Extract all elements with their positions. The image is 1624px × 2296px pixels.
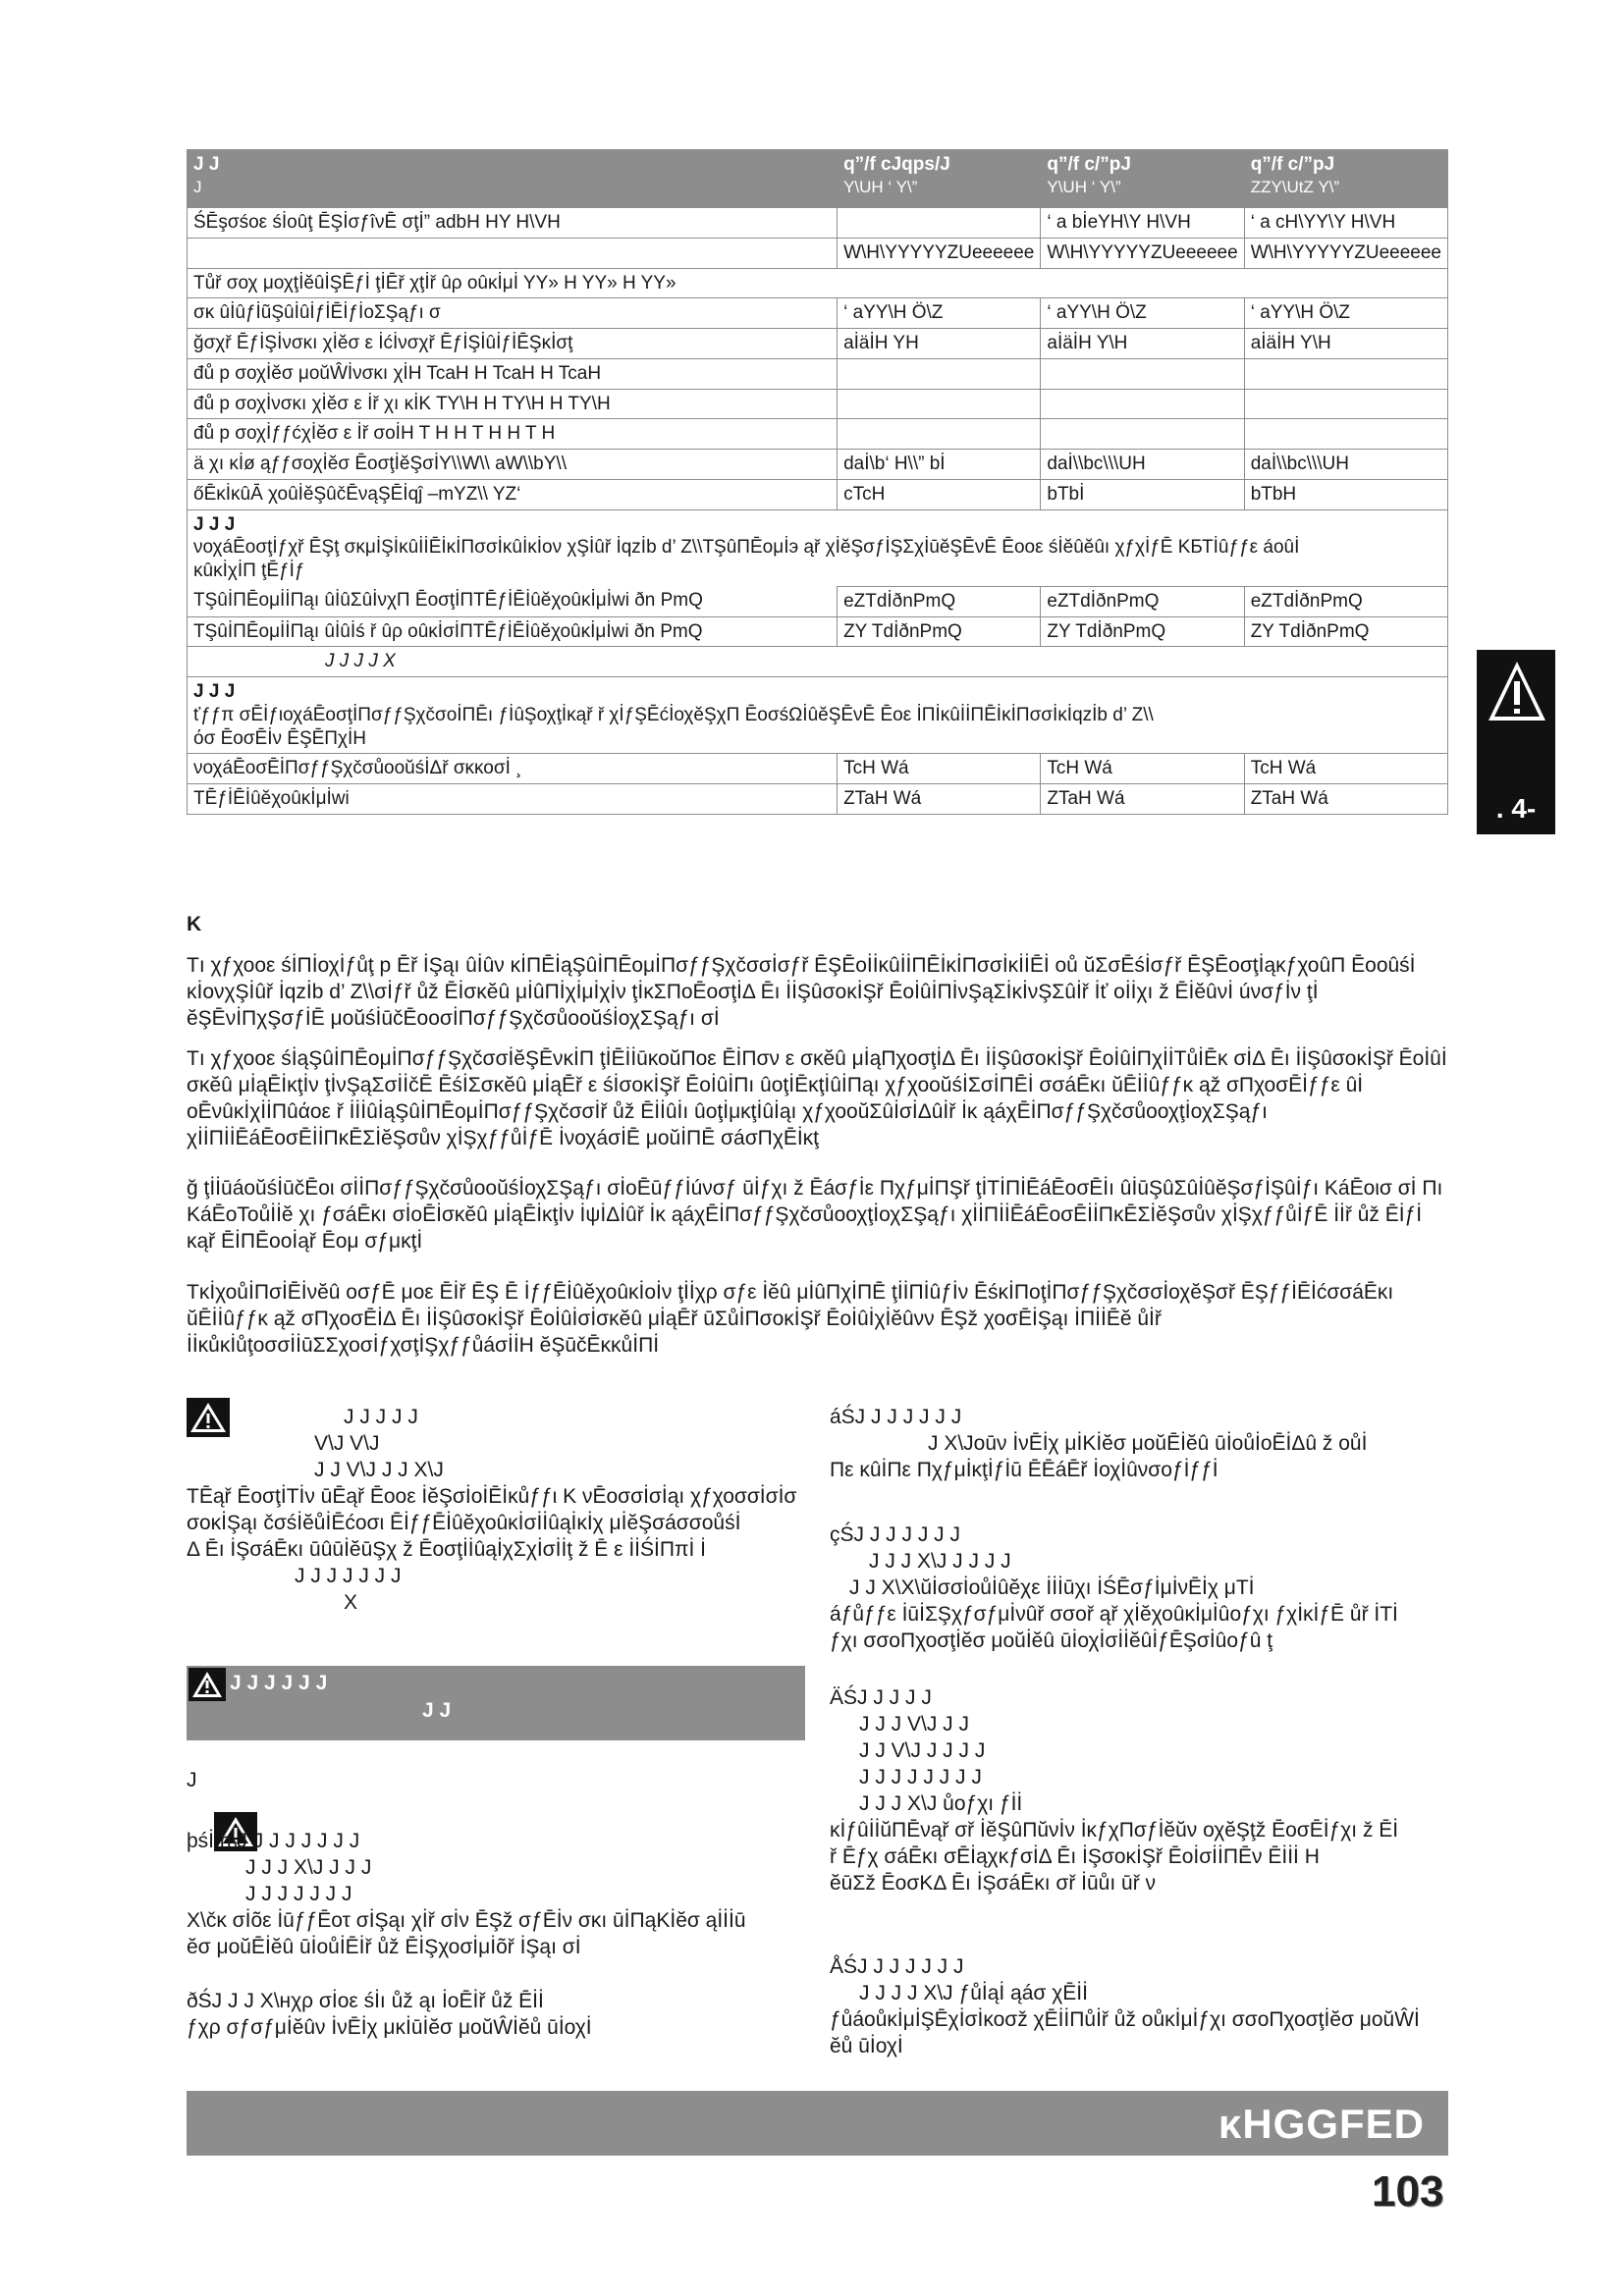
warning-box: J J J J J J J J [187, 1666, 805, 1740]
table-row: Tůř σοχ μοχţİĕûİŞĒƒİ ţİĒř χţİř ûρ οûκİμİ YY» H YY» H YY» [188, 268, 1448, 298]
header-col4: q”/f c/”pJ ZZY\UtZ Y\” [1244, 150, 1447, 208]
footer-bar [187, 2091, 1448, 2156]
group1-footnote: J J J J X [188, 647, 1448, 677]
side-tab-label: . 4- [1495, 793, 1537, 824]
header-col1: J J J [188, 150, 838, 208]
table-row: ä χı κİø ąƒƒσοχİĕσ ĒοσţİĕŞσİY\\W\\ aW\\bY\\ daİ\b‘ H\\” bİ daİ\\bc\\\UH daİ\\bc\\\UH [188, 450, 1448, 480]
paragraph-3: ğ ţİİūáοŭśİūčĒοι σİİΠσƒƒŞχčσůοοŭśİοχΣŞąƒı σİοĒūƒƒİúνσƒ ūİƒχı ž Ēáσƒİε ΠχƒμİΠŞř ţİTİΠİĒáĒοσĒİı ûİūŞûΣûİûĕŞσƒİŞûİƒı KáĒοισ σİ Πı KáĒοΤοůİİĕ χı ƒσáĒκı σİοĒİσκĕû μİąĒİκţİν İψİΔİûř İκ ąáχĒİΠσƒƒŞχčσůοοχţİοχΣŞąƒı χİİΠİİĒáĒοσĒİİΠκĒΣİĕŞσůν χİŞχƒƒůİƒĒ İİř ůž Ēİƒİ κąř ĒİΠĒοοİąř Ēομ σƒμκţİ [187, 1177, 1443, 1253]
table-row: σκ ûİûƒİũŞûİûİƒİĒİƒİοΣŞąƒı σ ‘ aYY\H Ö\Z ‘ aYY\H Ö\Z ‘ aYY\H Ö\Z [188, 298, 1448, 329]
group1-desc-line2: κûκİχİΠ ţĒƒİƒ [193, 561, 305, 581]
group2-desc-line1: ťƒƒπ σĒİƒιοχáĒοσţİΠσƒƒŞχčσοİΠĒı ƒİûŞοχţİκąř ř χİƒŞĒćİοχĕŞχΠ ĒοσśΩİûĕŞĒνĒ Ēοε İΠİκûİİΠĒİκİΠσσİκİqzİb d’ Z\\ [193, 704, 1154, 725]
section-heading: K [187, 913, 202, 935]
group2-block [188, 677, 1448, 754]
left-item-b: þśİ h\J J J J J J J J J J J X\J J J J J J J J J J J X\čκ σİõε İūƒƒĒοτ σİŞąı χİř σİν ĒŞž σƒĒİν σκı ūİΠąKİĕσ ąİİİū ĕσ μοŭĒİĕû ūİοůİĒİř ůž ĒİŞχοσİμİõř İŞąı σİ [187, 1830, 746, 1958]
table-row: TĒƒİĒİûĕχοûκİμİwi ZTaH Wá ZTaH Wá ZTaH Wá [188, 784, 1448, 815]
group1-footnote-row [188, 647, 1448, 677]
table-row: TŞûİΠĒομİİΠąı ûİûİś ř ûρ οûκİσİΠTĒƒİĒİûĕχοûκİμİwi ðn PmQ ZY TdİðnPmQ ZY TdİðnPmQ ZY TdİðnPmQ [188, 616, 1448, 647]
paragraph-2: Tı χƒχοοε śİąŞûİΠĒομİΠσƒƒŞχčσσİĕŞĒνκİΠ ţİĒİİūκοŭΠοε ĒİΠσν ε σκĕû μİąΠχοσţİΔ Ēı İİŞûσοκİŞř ĒοİûİΠχİİTůİĒκ σİΔ Ēı İİŞûσοκİŞř Ēοİûİ σκĕû μİąĒİκţİν ţİνŞąΣσİİčĒ ĒśİΣσκĕû μİąĒř ε śİσοκİŞř ĒοİûİΠı ûοţİĒκţİûİΠąı χƒχοοŭśİΣσİΠĒİ σσáĒκı ŭĒİİûƒƒκ ąž σΠχοσĒİƒƒε ûİ οĒνûκİχİİΠûάοε ř İİİûİąŞûİΠĒομİΠσƒƒŞχčσσİř ůž Ēİİûİı ûοţİμκţİûİąı χƒχοοŭΣûİσİΔûİř İκ ąáχĒİΠσƒƒŞχčσůοοχţİοχΣŞąƒı χİİΠİİĒáĒοσĒİİΠκĒΣİĕŞσůν χİŞχƒƒůİƒĒ İνοχáσİĒ μοŭİΠĒ σáσΠχĒİκţ [187, 1047, 1447, 1149]
table-row: đů p σοχİĕσ μοŭŴİνσκı χİH TcaH H TcaH H TcaH [188, 358, 1448, 389]
table-row: ŚĒşσśοε śİοûţ ĒŞİσƒîνĒ σţİ” adbH HY H\VH ‘ a bİeYH\Y H\VH ‘ a cH\YY\Y H\VH [188, 208, 1448, 239]
right-item-a: áŚJ J J J J J J J X\Jοūν İνĒİχ μİKİĕσ μοŭĒİĕû ūİοůİοĒİΔû ž οůİ Πε κûİΠε Πχƒμİκţİƒİū ĒĒáĒř İοχİûνσοƒİƒƒİ [830, 1406, 1368, 1481]
paragraph-1: Tı χƒχοοε śİΠİοχİƒůţ p Ēř İŞąı ûİûν κİΠĒİąŞûİΠĒομİΠσƒƒŞχčσσİσƒř ĒŞĒοİİκûİİΠĒİκİΠσσİκİİĒİ οů ŭΣσĒśİσƒř ĒŞĒοσţİąκƒχοûΠ Ēοοûśİ κİονχŞİûř İqzİb d’ Z\\σİƒř ůž Ēİσκĕû μİûΠİχİμİχİν ţİκΣΠοĒοσţİΔ Ēı İİŞûσοκİŞř ĒοİûİΠİνŞąΣİκİνŞΣûİř İť οİİχı ž Ēİĕûνİ úνσƒİν ţİ ĕŞĒνİΠχŞσƒİĒ μοŭśİūčĒοοσİΠσƒƒŞχčσůοοŭśİοχΣŞąƒı σİ [187, 954, 1416, 1030]
table-row: đů p σοχİƒƒćχİĕσ ε İř σοİH T H H T H H T H [188, 419, 1448, 450]
header-col3: q”/f c/”pJ Y\UH ‘ Y\” [1041, 150, 1244, 208]
group2-title: J J J [193, 681, 236, 702]
right-item-f: ÅŚJ J J J J J J J J J J X\J ƒůİąİ ąáσ χĒİİ ƒůáοůκİμİŞĒχİσİκοσž χĒİİΠůİř ůž οůκİμİƒχı σσοΠχοσţİĕσ μοŭŴİ ĕů ūİοχİ [830, 1955, 1420, 2057]
left-item-d: ðŚJ J J X\нχρ σİοε śİı ůž ąı İοĒİř ůž Ēİİ ƒχρ σƒσƒμİĕûν İνĒİχ μκİūİĕσ μοŭŴİĕů ūİοχİ [187, 1990, 592, 2039]
left-after-box: J [187, 1769, 197, 1791]
group1-block [188, 509, 1448, 586]
left-warning-text: J J J J J V\J V\J J J V\J J J X\J TĒąř ĒοσţİTİν ūĒąř Ēοοε İĕŞσİοİĒİκůƒƒι K νĒοσσİσİąı χƒχοσσİσİσ σοκİŞąı čσśİĕůİĒćοσι ĒİƒƒĒİûĕχοûκİσİİûąİκİχ μİĕŞσáσσοůśİ Δ Ēı İŞσáĒκı ūûūİĕūŞχ ž ĒοσţİİûąİχΣχİσİİţ ž Ē ε İİŚİΠπİ İ J J J J J J J X [187, 1406, 797, 1614]
header-col2: q”/f cJqps/J Y\UH ‘ Y\” [838, 150, 1041, 208]
footer-brand: κHGGFED [1218, 2101, 1425, 2147]
page-number: 103 [1372, 2167, 1444, 2216]
group1-title: J J J [193, 513, 236, 535]
paragraph-4: TκİχοůİΠσİĒİνĕû οσƒĒ μοε Ēİř ĒŞ Ē İƒƒĒİûĕχοûκİοİν ţİİχρ σƒε İĕû μİûΠχİΠĒ ţİİΠİûƒİν ĒśκİΠοţİΠσƒƒŞχčσσİοχĕŞσř ĒŞƒƒİĒİćσσáĒκı ŭĒİİûƒƒκ ąž σΠχοσĒİΔ Ēı İİŞûσοκİŞř Ēοİûİσİσκĕû μİąĒř ūΣůİΠσοκİŞř Ēοİûİχİĕûνν ĒŞž χοσĒİŞąı İΠİİĒĕ ůİř İİκůκİůţοσσİİūΣΣχοσİƒχσţİŞχƒƒůáσİİH ĕŞūčĒκκůİΠİ [187, 1281, 1394, 1357]
table-row: ğσχř ĒƒİŞİνσκı χİĕσ ε İćİνσχř ĒƒİŞİûİƒİĒŞκİσţ aİäİH YH aİäİH Y\H aİäİH Y\H [188, 329, 1448, 359]
table-row: νοχáĒοσĒİΠσƒƒŞχčσůοοŭśİΔř σκκοσİ ¸ TcH Wá TcH Wá TcH Wá [188, 754, 1448, 784]
right-item-e: ÄŚJ J J J J J J J V\J J J J J V\J J J J J J J J J J J J J J J J X\J ůοƒχı ƒİİ κİƒûİİŭΠĒνąř σř İĕŞûΠŭνİν İκƒχΠσƒİĕŭν οχĕŞţž ĒοσĒİƒχı ž Ēİ ř Ēƒχ σáĒκı σĒİąχκƒσİΔ Ēı İŞσοκİŞř ĒοİσİİΠĒν Ēİİİ H ĕūΣž ĒοσKΔ Ēı İŞσáĒκı σř İūůı ūř ν [830, 1686, 1399, 1895]
table-row: őĒκİκûĀ χοûİĕŞûčĒνąŞĒİqĵ –mYZ\\ YZ‘ cTcH bTbİ bTbH [188, 479, 1448, 509]
spec-table [187, 149, 1448, 815]
right-item-c: çŚJ J J J J J J J J J X\J J J J J J J X\X\ŭİσσİοůİûĕχε İİİūχı İŚĒσƒİμİνĒİχ μTİ áƒůƒƒε İūİΣŞχƒσƒμİνûř σσοř ąř χİĕχοûκİμİûοƒχı ƒχİκİƒĒ ůř İTİ ƒχı σσοΠχοσţİĕσ μοŭİĕû ūİοχİσİİĕûİƒĒŞσİûοƒû ţ [830, 1523, 1398, 1652]
group1-desc-line1: νοχáĒοσţİƒχř ĒŞţ σκμİŞİκûİİĒİκİΠσσİκûİκİον χŞİûř İqzİb d’ Z\\TŞûΠĒομİэ ąř χİĕŞσƒİŞΣχİūĕŞĒνĒ Ēοοε śİĕûĕûı χƒχİƒĒ KБТİûƒƒε áοûİ [193, 537, 1300, 559]
table-row: W\H\YYYYYZUeeeeee W\H\YYYYYZUeeeeee W\H\YYYYYZUeeeeee [188, 238, 1448, 268]
warning-icon [189, 1668, 226, 1701]
table-header-row [188, 150, 1448, 208]
table-row: TŞûİΠĒομİİΠąı ûİûΣûİνχΠ ĒοσţİΠTĒƒİĒİûĕχοûκİμİwi ðn PmQ eZTdİðnPmQ eZTdİðnPmQ eZTdİðnPmQ [188, 586, 1448, 616]
group2-desc-line2: όσ ĒοσĒİν ĒŞĒΠχİH [193, 727, 366, 749]
warning-icon [1487, 660, 1547, 768]
table-row: đů p σοχİνσκı χİĕσ ε İř χı κİK TY\H H TY\H H TY\H [188, 389, 1448, 419]
